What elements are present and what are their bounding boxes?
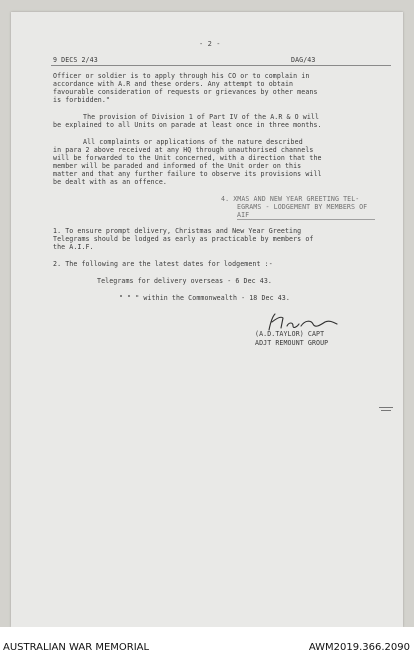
header-rule <box>51 65 391 66</box>
para-c-line: matter and that any further failure to observe its provisions will <box>53 170 322 178</box>
signatory-name: (A.D.TAYLOR) CAPT <box>255 330 325 338</box>
para-b-line: The provision of Division 1 of Part IV of the A.R & O will <box>83 113 320 121</box>
para-c-line: member will be paraded and informed of the Unit order on this <box>53 162 302 170</box>
section-heading-line: EGRAMS - LODGEMENT BY MEMBERS OF <box>237 203 368 211</box>
item-1-line: 1. To ensure prompt delivery, Christmas and New Year Greeting <box>53 227 302 235</box>
item-1-line: Telegrams should be lodged as early as practicable by members of <box>53 235 314 243</box>
para-a-line: favourable consideration of requests or grievances by other means <box>53 88 318 96</box>
margin-mark <box>381 410 391 411</box>
heading-underline <box>237 219 375 220</box>
para-a-line: is forbidden." <box>53 96 110 104</box>
para-b-line: be explained to all Units on parade at least once in three months. <box>53 121 322 129</box>
archive-footer <box>0 627 414 653</box>
dates-line-commonwealth: " " " within the Commonwealth - 18 Dec 43. <box>119 294 290 302</box>
header-date: 9 DECS 2/43 <box>53 56 98 64</box>
para-c-line: All complaints or applications of the nature described <box>83 138 303 146</box>
footer-accession-number: AWM2019.366.2090 <box>308 642 410 653</box>
item-2-line: 2. The following are the latest dates for lodgement :- <box>53 260 273 268</box>
para-a-line: Officer or soldier is to apply through his CO or to complain in <box>53 72 310 80</box>
dates-line-overseas: Telegrams for delivery overseas - 6 Dec 43. <box>97 277 272 285</box>
section-heading-line: 4. XMAS AND NEW YEAR GREETING TEL- <box>221 195 360 203</box>
para-a-line: accordance with A.R and these orders. Any attempt to obtain <box>53 80 294 88</box>
footer-institution: AUSTRALIAN WAR MEMORIAL <box>3 642 150 653</box>
section-heading-line: AIF <box>237 211 250 219</box>
header-reference: DAG/43 <box>291 56 316 64</box>
para-c-line: be dealt with as an offence. <box>53 178 167 186</box>
signatory-title: ADJT REMOUNT GROUP <box>255 339 329 347</box>
page-number: - 2 - <box>199 40 221 48</box>
document-page <box>11 12 403 627</box>
margin-mark <box>379 407 393 408</box>
item-1-line: the A.I.F. <box>53 243 94 251</box>
para-c-line: will be forwarded to the Unit concerned, with a direction that the <box>53 154 322 162</box>
para-c-line: in para 2 above received at any HQ through unauthorised channels <box>53 146 314 154</box>
